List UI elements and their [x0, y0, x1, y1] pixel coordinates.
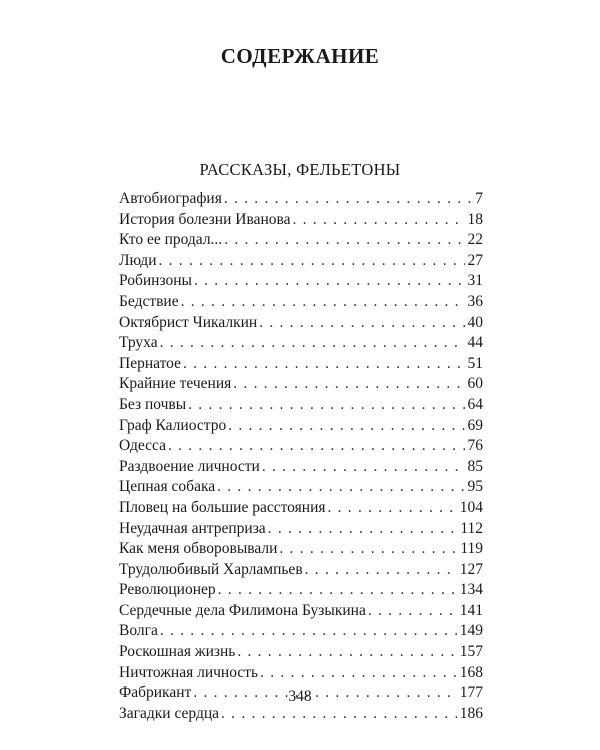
toc-entry-title: Трудолюбивый Харлампьев	[119, 560, 303, 578]
dot-leader	[293, 210, 465, 231]
toc-entry-page: 95	[467, 478, 483, 496]
toc-entry-title: Раздвоение личности	[119, 457, 260, 475]
toc-entry-page: 141	[459, 601, 483, 619]
toc-entry-page: 40	[467, 313, 483, 331]
toc-entry	[119, 333, 483, 354]
dot-leader	[224, 230, 464, 251]
toc-entry-page: 149	[459, 622, 483, 640]
dot-leader	[160, 621, 457, 642]
dot-leader	[194, 271, 465, 292]
dot-leader	[160, 333, 465, 354]
toc-entry-title: Октябрист Чикалкин	[119, 313, 258, 331]
toc-entry	[119, 189, 483, 210]
dot-leader	[159, 251, 465, 272]
toc-entry	[119, 704, 483, 725]
toc-entry	[119, 271, 483, 292]
section-title: РАССКАЗЫ, ФЕЛЬЕТОНЫ	[199, 160, 401, 179]
toc-entry	[119, 251, 483, 272]
page-title: СОДЕРЖАНИЕ	[220, 44, 380, 68]
toc-entry	[119, 210, 483, 231]
toc-entry-page: 104	[459, 498, 483, 516]
dot-leader	[305, 560, 457, 581]
toc-entry-title: Крайние течения	[119, 375, 232, 393]
toc-entry-title: Бедствие	[119, 292, 179, 310]
toc-entry-page: 127	[459, 560, 483, 578]
dot-leader	[181, 292, 465, 313]
toc-entry-title: Роскошная жизнь	[119, 643, 236, 661]
dot-leader	[183, 354, 465, 375]
toc-entry	[119, 416, 483, 437]
page-number: 348	[288, 688, 312, 705]
toc-entry-page: 134	[459, 581, 483, 599]
toc-entry-page: 51	[467, 354, 483, 372]
toc-entry	[119, 560, 483, 581]
toc-entry-title: Ничтожная личность	[119, 663, 259, 681]
toc-entry-title: История болезни Иванова	[119, 210, 291, 228]
toc-entry-title: Одесса	[119, 437, 166, 455]
toc-entry	[119, 601, 483, 622]
toc-entry	[119, 395, 483, 416]
toc-entry-title: Труха	[119, 334, 158, 352]
toc-entry-page: 177	[459, 684, 483, 702]
toc-entry-page: 64	[467, 395, 483, 413]
toc-entry	[119, 539, 483, 560]
toc-entry-page: 22	[467, 231, 483, 249]
toc-entry	[119, 663, 483, 684]
dot-leader	[168, 436, 465, 457]
toc-entry	[119, 642, 483, 663]
toc-entry-page: 7	[475, 190, 483, 207]
toc-entry-title: Цепная собака	[119, 478, 216, 496]
toc-entry-title: Без почвы	[119, 395, 187, 413]
toc-entry-title: Граф Калиостро	[119, 416, 227, 434]
toc-entry	[119, 580, 483, 601]
toc-entry-page: 76	[467, 437, 483, 455]
dot-leader	[188, 395, 464, 416]
dot-leader	[224, 189, 472, 210]
toc-entry	[119, 498, 483, 519]
dot-leader	[260, 663, 457, 684]
toc-entry	[119, 292, 483, 313]
toc-entry	[119, 354, 483, 375]
toc-entry-title: Сердечные дела Филимона Бузыкина	[119, 601, 366, 619]
toc-entry	[119, 374, 483, 395]
toc-entry	[119, 313, 483, 334]
toc-entry	[119, 477, 483, 498]
dot-leader	[262, 457, 465, 478]
dot-leader	[218, 580, 457, 601]
toc-entry-title: Пернатое	[119, 354, 181, 372]
toc-entry-title: Как меня обворовывали	[119, 540, 278, 558]
table-of-contents	[119, 189, 483, 724]
dot-leader	[217, 477, 464, 498]
toc-entry-page: 60	[467, 375, 483, 393]
dot-leader	[259, 313, 464, 334]
toc-entry-title: Революционер	[119, 581, 216, 599]
toc-entry-title: Кто ее продал...	[119, 231, 223, 249]
toc-entry-page: 36	[467, 292, 483, 310]
toc-entry	[119, 519, 483, 540]
toc-entry-title: Неудачная антреприза	[119, 519, 266, 537]
toc-entry-page: 18	[467, 210, 483, 228]
toc-entry-page: 186	[459, 704, 483, 722]
toc-entry	[119, 436, 483, 457]
dot-leader	[233, 374, 464, 395]
dot-leader	[221, 704, 457, 725]
toc-entry	[119, 457, 483, 478]
toc-entry-page: 31	[467, 272, 483, 290]
toc-entry-page: 44	[467, 334, 483, 352]
dot-leader	[237, 642, 456, 663]
dot-leader	[279, 539, 457, 560]
toc-entry-title: Загадки сердца	[119, 704, 220, 722]
toc-entry-page: 119	[460, 540, 483, 558]
toc-entry-page: 27	[467, 251, 483, 269]
dot-leader	[268, 519, 458, 540]
toc-entry-title: Автобиография	[119, 190, 222, 207]
toc-entry-page: 69	[467, 416, 483, 434]
toc-entry-title: Пловец на большие расстояния	[119, 498, 326, 516]
toc-entry-title: Робинзоны	[119, 272, 192, 290]
toc-entry	[119, 621, 483, 642]
toc-entry-title: Фабрикант	[119, 684, 192, 702]
toc-entry-page: 157	[459, 643, 483, 661]
toc-entry-page: 168	[459, 663, 483, 681]
dot-leader	[228, 416, 464, 437]
dot-leader	[328, 498, 457, 519]
toc-entry-title: Люди	[119, 251, 157, 269]
dot-leader	[368, 601, 457, 622]
toc-entry-page: 85	[467, 457, 483, 475]
toc-entry-title: Волга	[119, 622, 158, 640]
toc-entry-page: 112	[460, 519, 483, 537]
toc-entry	[119, 230, 483, 251]
